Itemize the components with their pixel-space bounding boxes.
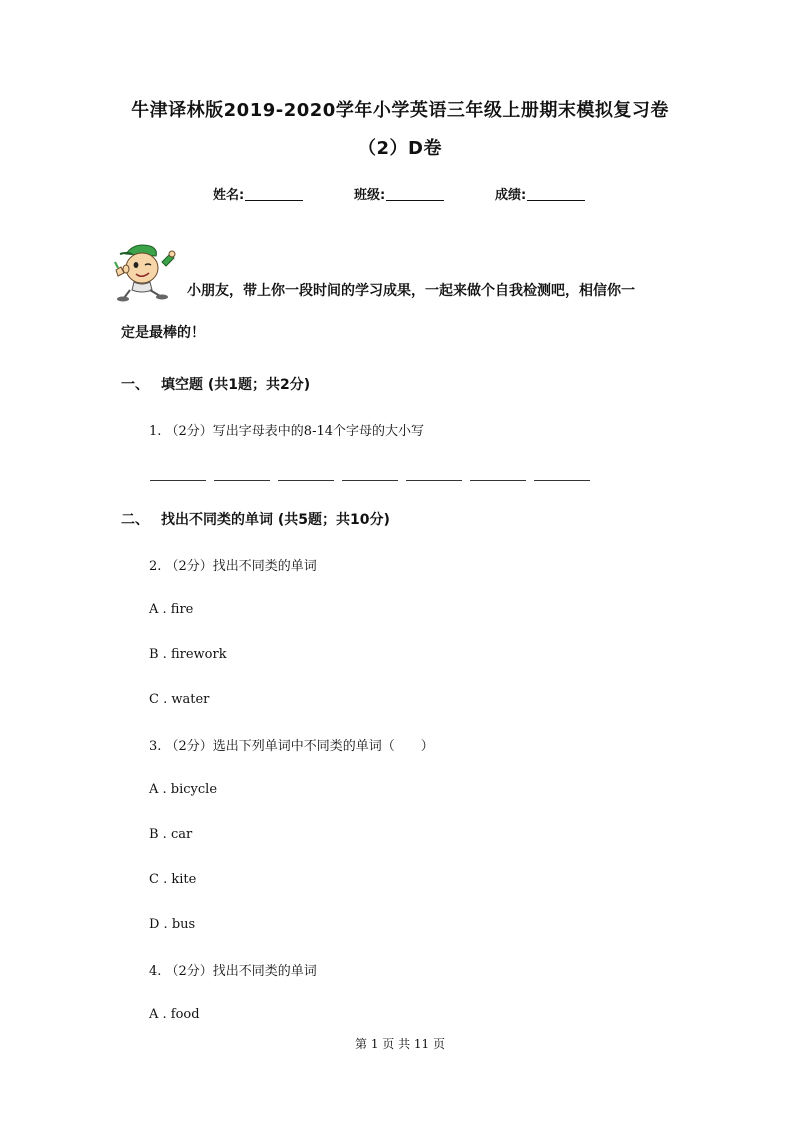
document-title: 牛津译林版2019-2020学年小学英语三年级上册期末模拟复习卷 — [131, 100, 669, 121]
question-4-option-a[interactable]: A . food — [149, 1007, 200, 1022]
class-field — [354, 184, 444, 203]
name-label: 姓名: — [213, 188, 245, 203]
class-blank — [386, 186, 444, 201]
section-title: 找出不同类的单词 (共5题；共10分) — [161, 512, 390, 528]
question-3-option-c[interactable]: C . kite — [149, 872, 197, 887]
question-2-option-c[interactable]: C . water — [149, 692, 210, 707]
score-blank — [527, 186, 585, 201]
question-4-stem: 4. （2分）找出不同类的单词 — [149, 964, 317, 979]
answer-blank[interactable] — [278, 470, 334, 481]
question-2-option-b[interactable]: B . firework — [149, 647, 227, 662]
question-3-stem: 3. （2分）选出下列单词中不同类的单词（ ） — [149, 739, 434, 754]
section-number: 一、 — [121, 377, 149, 393]
question-3-option-a[interactable]: A . bicycle — [149, 782, 218, 797]
answer-blank[interactable] — [470, 470, 526, 481]
page-footer: 第 1 页 共 11 页 — [355, 1037, 445, 1051]
document-subtitle: （2）D卷 — [358, 138, 442, 159]
section-heading-1 — [121, 374, 310, 394]
intro-text-line2: 定是最棒的！ — [121, 325, 205, 341]
score-label: 成绩: — [495, 188, 527, 203]
class-label: 班级: — [354, 188, 386, 203]
cartoon-boy-icon — [112, 240, 178, 302]
answer-blank[interactable] — [342, 470, 398, 481]
answer-blank[interactable] — [534, 470, 590, 481]
question-1-stem: 1. （2分）写出字母表中的8-14个字母的大小写 — [149, 424, 425, 439]
question-2-stem: 2. （2分）找出不同类的单词 — [149, 559, 317, 574]
answer-blank[interactable] — [214, 470, 270, 481]
name-field — [213, 184, 303, 203]
score-field — [495, 184, 585, 203]
question-3-option-b[interactable]: B . car — [149, 827, 193, 842]
section-title: 填空题 (共1题；共2分) — [161, 377, 311, 393]
answer-blanks — [150, 470, 590, 481]
intro-text-line1: 小朋友，带上你一段时间的学习成果，一起来做个自我检测吧，相信你一 — [187, 283, 635, 299]
name-blank — [245, 186, 303, 201]
question-3-option-d[interactable]: D . bus — [149, 917, 196, 932]
question-2-option-a[interactable]: A . fire — [149, 602, 194, 617]
section-number: 二、 — [121, 512, 149, 528]
answer-blank[interactable] — [406, 470, 462, 481]
section-heading-2 — [121, 509, 390, 529]
answer-blank[interactable] — [150, 470, 206, 481]
